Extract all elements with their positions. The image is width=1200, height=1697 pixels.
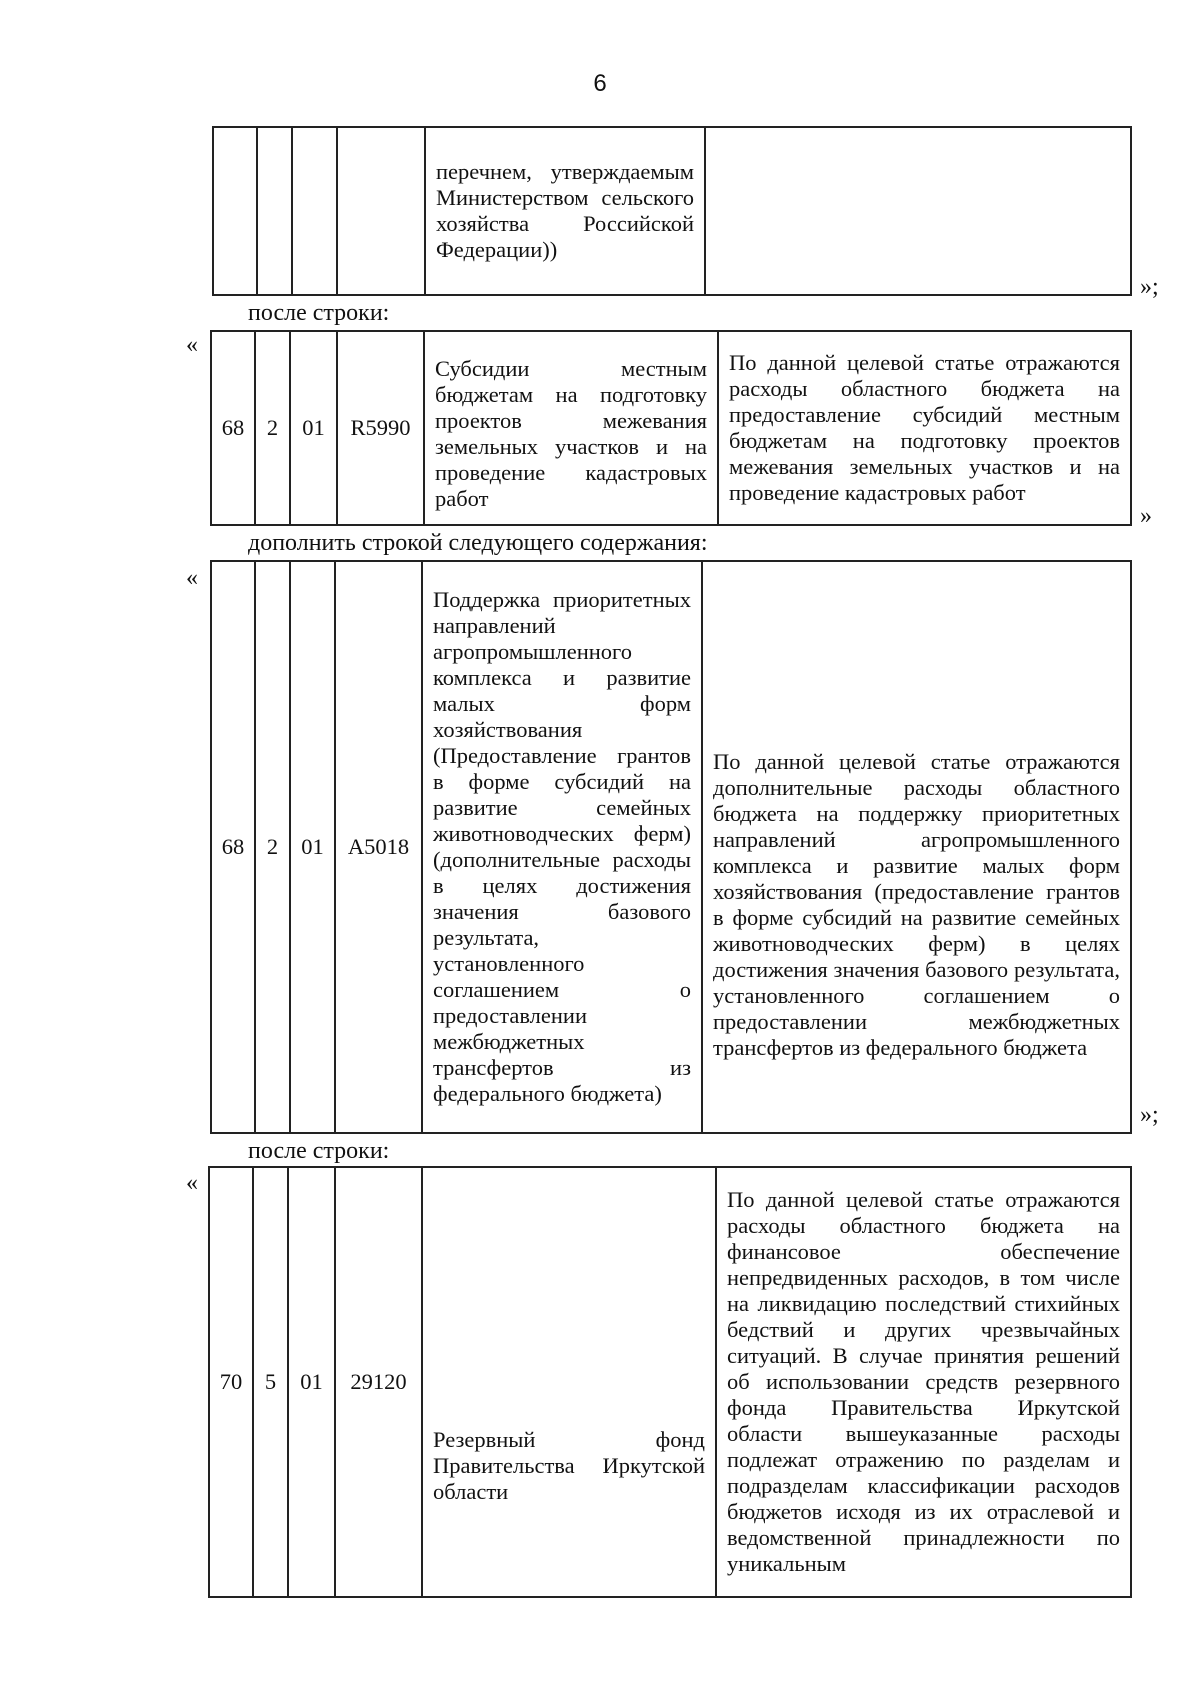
table-row-29120 xyxy=(208,1166,1132,1598)
cell-code-section: 68 xyxy=(211,561,255,1133)
row-name-text: перечнем, утверждаемым Министерством сельского хозяйства Российской Федерации)) xyxy=(436,159,694,262)
cell-code-section: 70 xyxy=(209,1167,253,1597)
table-row xyxy=(213,127,1131,295)
cell-description xyxy=(705,127,1131,295)
label-add-row: дополнить строкой следующего содержания: xyxy=(248,530,708,556)
closing-quote: »; xyxy=(1140,274,1159,300)
cell-code-direction: R5990 xyxy=(337,331,424,525)
cell-code-subsection: 2 xyxy=(255,331,290,525)
cell-name xyxy=(422,1167,716,1597)
cell-code-section: 68 xyxy=(211,331,255,525)
cell-description xyxy=(718,331,1131,525)
cell-code-direction: А5018 xyxy=(335,561,422,1133)
closing-quote: »; xyxy=(1140,1102,1159,1128)
table-row xyxy=(211,561,1131,1133)
table-row-r5990 xyxy=(210,330,1132,526)
cell-empty xyxy=(257,127,292,295)
cell-code-direction: 29120 xyxy=(335,1167,422,1597)
table-row xyxy=(209,1167,1131,1597)
cell-name xyxy=(422,561,702,1133)
opening-quote: « xyxy=(186,332,198,358)
label-after-row: после строки: xyxy=(248,300,390,326)
cell-description xyxy=(702,561,1131,1133)
cell-empty xyxy=(337,127,425,295)
cell-code-program: 01 xyxy=(290,561,335,1133)
row-description-text: По данной целевой статье отражаются дополнительные расходы областного бюджета на поддержку приоритетных направлений агропромышленного комплекса и развитие малых форм хозяйствования (предоставление грантов в форме субсидий на развитие семейных животноводческих ферм) в целях достижения значения базового результата, установленного соглашением о предоставлении межбюджетных трансфертов из федерального бюджета xyxy=(713,749,1120,1060)
cell-empty xyxy=(292,127,337,295)
cell-empty xyxy=(213,127,257,295)
table-continuation xyxy=(212,126,1132,296)
cell-name xyxy=(424,331,718,525)
row-description-text: По данной целевой статье отражаются расходы областного бюджета на финансовое обеспечение непредвиденных расходов, в том числе на ликвидацию последствий стихийных бедствий и других чрезвычайных ситуаций. В случае принятия решений об использовании средств резервного фонда Правительства Иркутской области вышеуказанные расходы подлежат отражению по разделам и подразделам классификации расходов бюджетов исходя из их отраслевой и ведомственной принадлежности по уникальным xyxy=(727,1187,1120,1576)
row-name-text: Резервный фонд Правительства Иркутской области xyxy=(433,1427,705,1504)
row-name-text: Поддержка приоритетных направлений агропромышленного комплекса и развитие малых форм хозяйствования (Предоставление грантов в форме субсидий на развитие семейных животноводческих ферм) (дополнительные расходы в целях достижения значения базового результата, установленного соглашением о предоставлении межбюджетных трансфертов из федерального бюджета) xyxy=(433,587,691,1106)
cell-name xyxy=(425,127,705,295)
opening-quote: « xyxy=(186,1170,198,1196)
opening-quote: « xyxy=(186,565,198,591)
cell-description xyxy=(716,1167,1131,1597)
cell-code-program: 01 xyxy=(290,331,337,525)
row-description-text: По данной целевой статье отражаются расходы областного бюджета на предоставление субсидий местным бюджетам на подготовку проектов межевания земельных участков и на проведение кадастровых работ xyxy=(729,350,1120,505)
table-row xyxy=(211,331,1131,525)
page-number: 6 xyxy=(593,70,607,97)
cell-code-program: 01 xyxy=(288,1167,335,1597)
closing-quote: » xyxy=(1140,503,1152,529)
row-name-text: Субсидии местным бюджетам на подготовку проектов межевания земельных участков и на проведение кадастровых работ xyxy=(435,356,707,511)
cell-code-subsection: 2 xyxy=(255,561,290,1133)
table-row-a5018 xyxy=(210,560,1132,1134)
label-after-row: после строки: xyxy=(248,1138,390,1164)
cell-code-subsection: 5 xyxy=(253,1167,288,1597)
